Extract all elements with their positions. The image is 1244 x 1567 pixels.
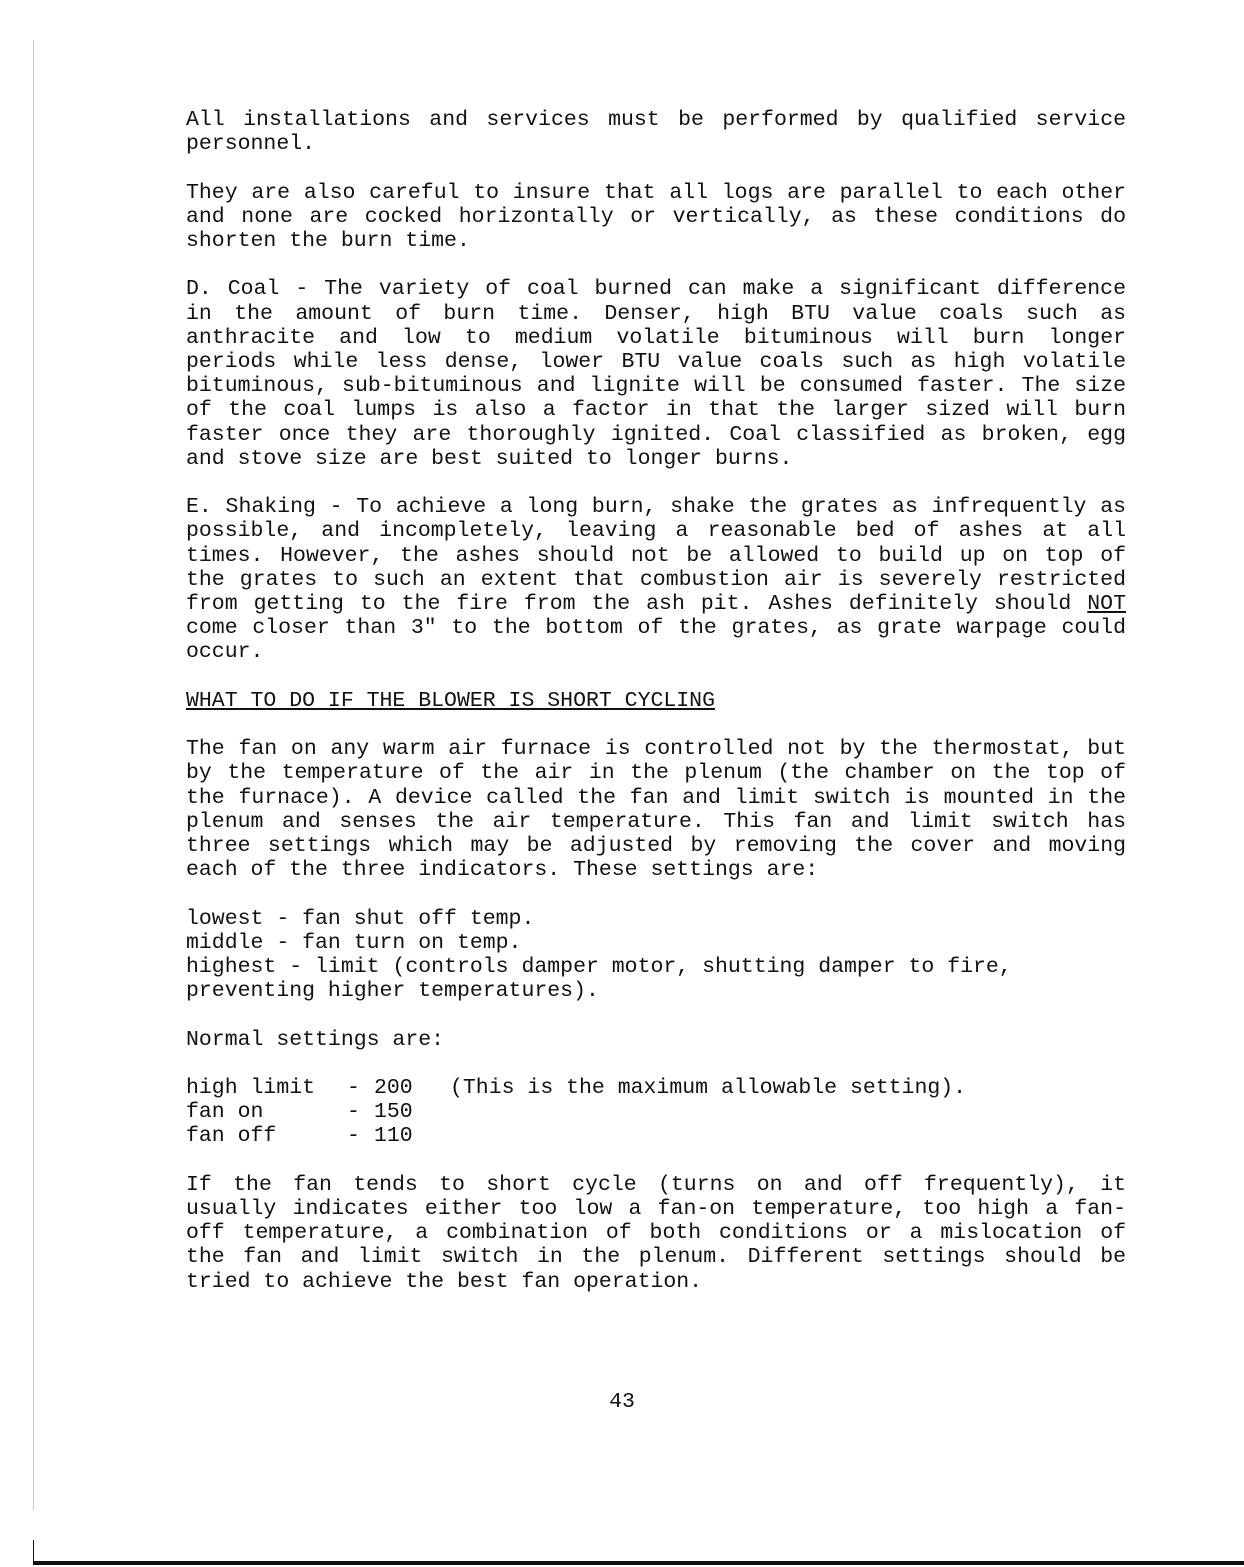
shaking-text-start: E. Shaking - To achieve a long burn, shake the grates as infrequently as possible, and incompletely, leaving a reasonable bed of ashes at all times. However, the ashes should not be allowed to build up on top of the grates to such an extent that combustion air is severely restricted from getting to the fire from the ash pit. Ashes definitely should xyxy=(186,495,1126,617)
setting-dash: - xyxy=(347,1076,360,1100)
scan-corner xyxy=(33,1540,34,1562)
emphasis-not: NOT xyxy=(1087,592,1126,617)
indicator-list xyxy=(186,907,1126,1004)
page-body xyxy=(186,108,1126,1318)
paragraph-coal: D. Coal - The variety of coal burned can make a significant difference in the amount of burn time. Denser, high BTU value coals such as anthracite and low to medium volatile bituminous will burn longer periods while less dense, lower BTU value coals such as high volatile bituminous, sub-bituminous and lignite will be consumed faster. The size of the coal lumps is also a factor in that the larger sized will burn faster once they are thoroughly ignited. Coal classified as broken, egg and stove size are best suited to longer burns. xyxy=(186,277,1126,471)
paragraph-qualified-personnel: All installations and services must be performed by qualified service personnel. xyxy=(186,108,1126,157)
settings-row xyxy=(186,1076,1126,1100)
paragraph-short-cycle: If the fan tends to short cycle (turns on and off frequently), it usually indicates either too low a fan-on temperature, too high a fan-off temperature, a combination of both conditions or a mislocation of the fan and limit switch in the plenum. Different settings should be tried to achieve the best fan operation. xyxy=(186,1172,1126,1294)
setting-value: 200 xyxy=(374,1076,413,1100)
scan-edge-bottom xyxy=(33,1561,1244,1565)
indicator-lowest: lowest - fan shut off temp. xyxy=(186,906,535,931)
section-heading: WHAT TO DO IF THE BLOWER IS SHORT CYCLING xyxy=(186,688,715,713)
setting-label: high limit xyxy=(186,1076,316,1100)
page-number: 43 xyxy=(609,1390,635,1414)
setting-label: fan on xyxy=(186,1100,264,1125)
paragraph-shaking xyxy=(186,495,1126,664)
indicator-middle: middle - fan turn on temp. xyxy=(186,930,522,955)
setting-dash: - xyxy=(347,1100,360,1125)
setting-value: 150 xyxy=(374,1100,413,1125)
indicator-highest: highest - limit (controls damper motor, shutting damper to fire, xyxy=(186,955,1012,980)
setting-label: fan off xyxy=(186,1124,277,1149)
indicator-highest-continued: preventing higher temperatures). xyxy=(186,979,599,1004)
setting-value: 110 xyxy=(374,1124,413,1149)
normal-settings-intro: Normal settings are: xyxy=(186,1027,445,1052)
shaking-text-end: come closer than 3" to the bottom of the grates, as grate warpage could occur. xyxy=(186,616,1126,665)
paragraph-fan-control: The fan on any warm air furnace is controlled not by the thermostat, but by the temperature of the air in the plenum (the chamber on the top of the furnace). A device called the fan and limit switch is mounted in the plenum and senses the air temperature. This fan and limit switch has three settings which may be adjusted by removing the cover and moving each of the three indicators. These settings are: xyxy=(186,737,1126,883)
paragraph-log-placement: They are also careful to insure that all logs are parallel to each other and none are cocked horizontally or vertically, as these conditions do shorten the burn time. xyxy=(186,180,1126,253)
settings-table xyxy=(186,1076,1126,1149)
setting-note: (This is the maximum allowable setting). xyxy=(450,1076,967,1100)
setting-dash: - xyxy=(347,1124,360,1149)
settings-row xyxy=(186,1100,1126,1124)
scan-edge-left xyxy=(33,40,34,1510)
settings-row xyxy=(186,1124,1126,1148)
